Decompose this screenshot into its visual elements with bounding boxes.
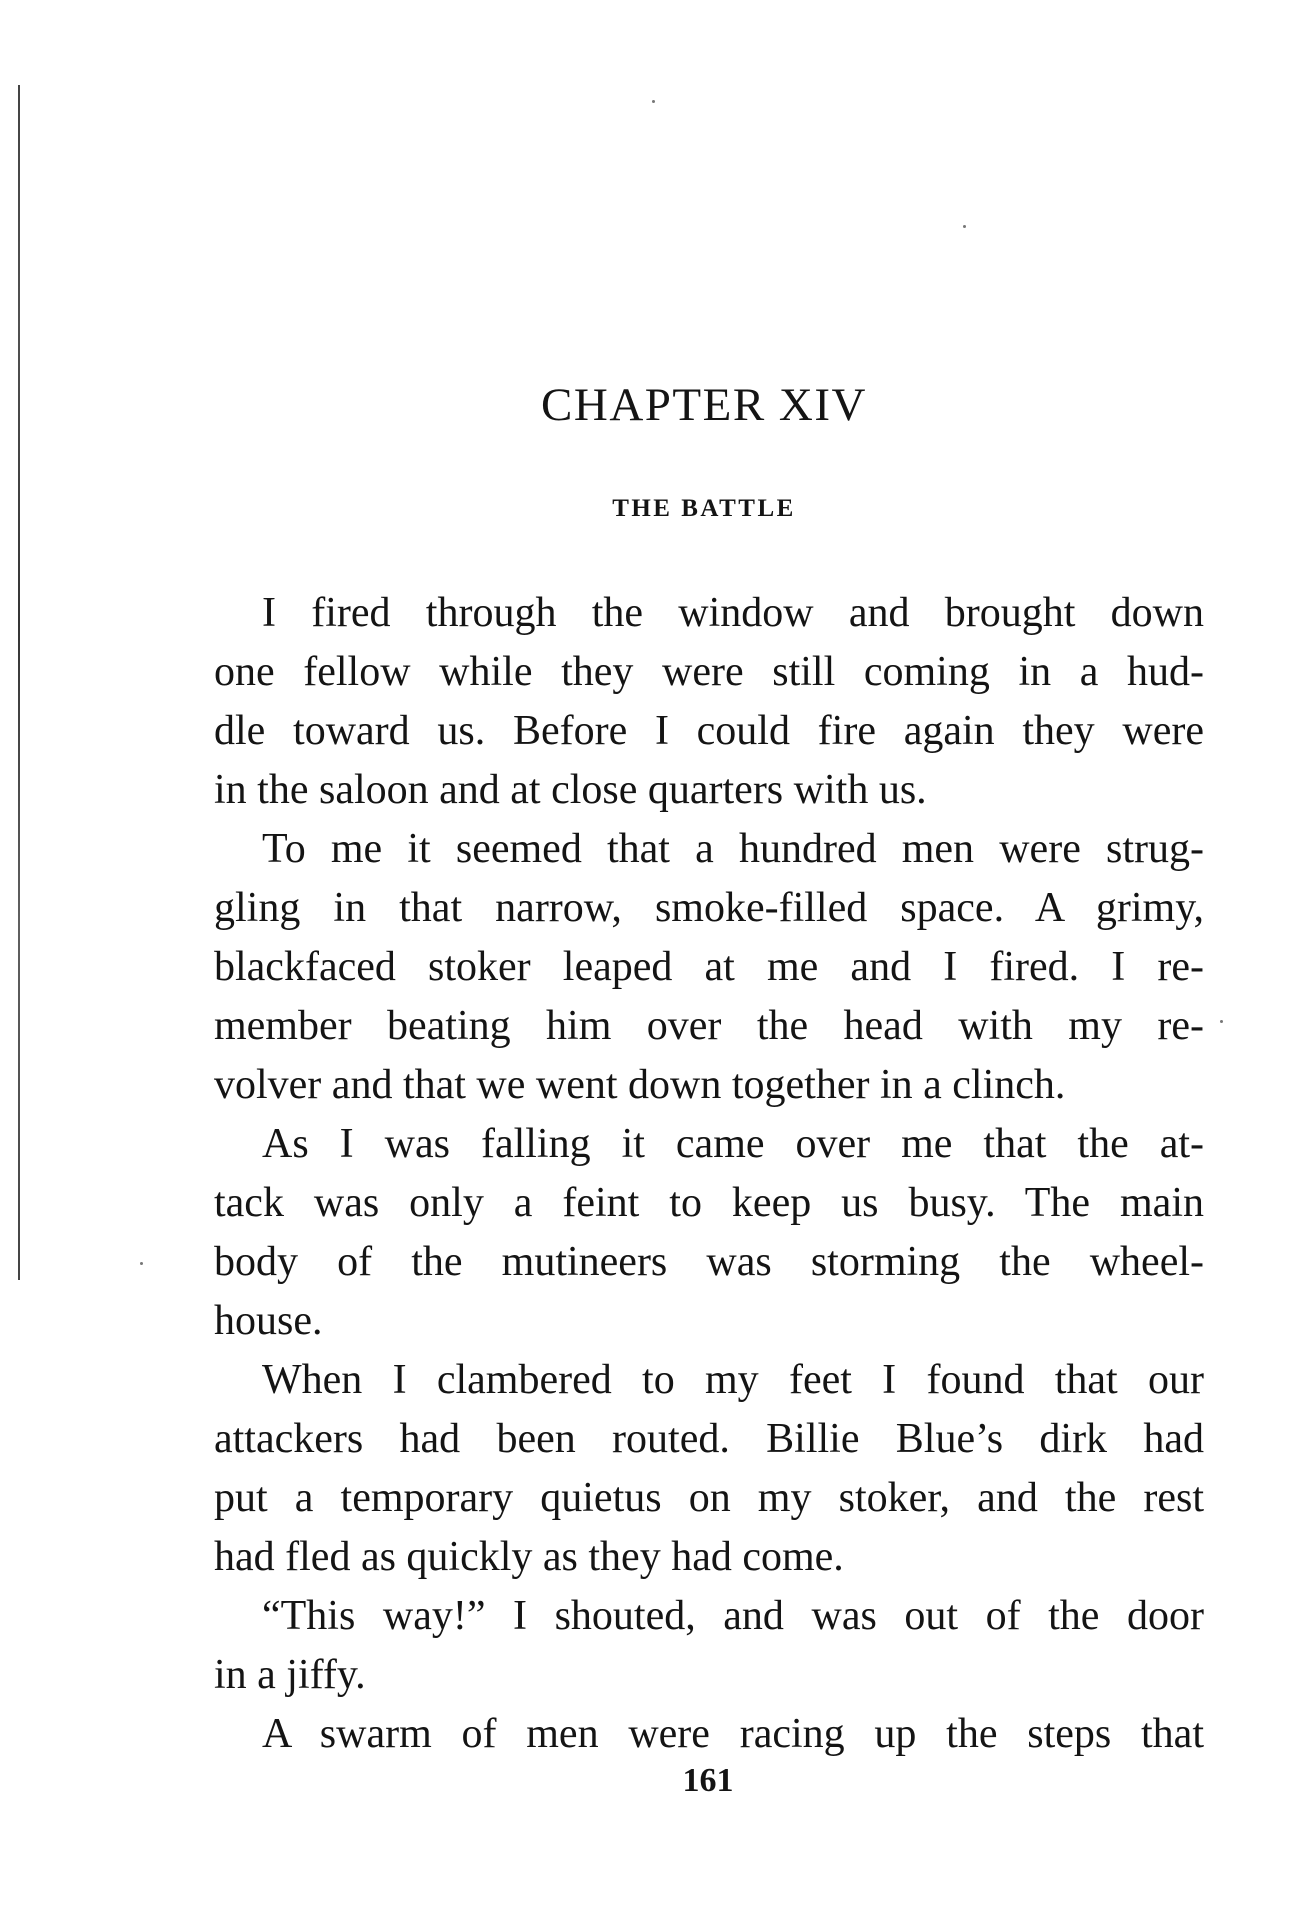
paper-speck xyxy=(1220,1020,1223,1023)
chapter-heading: CHAPTER XIV xyxy=(541,379,867,431)
text-line: one fellow while they were still coming in a hud- xyxy=(214,649,1204,695)
paper-speck xyxy=(652,100,655,103)
chapter-title: THE BATTLE xyxy=(612,495,796,522)
text-line: attackers had been routed. Billie Blue’s dirk had xyxy=(214,1416,1204,1462)
text-line: I fired through the window and brought down xyxy=(262,590,1204,636)
text-line: house. xyxy=(214,1298,323,1344)
text-line: As I was falling it came over me that the at- xyxy=(262,1121,1204,1167)
text-line: body of the mutineers was storming the wheel- xyxy=(214,1239,1204,1285)
text-line: dle toward us. Before I could fire again they were xyxy=(214,708,1204,754)
text-line: When I clambered to my feet I found that our xyxy=(262,1357,1204,1403)
body-text xyxy=(214,584,1204,1764)
text-line: put a temporary quietus on my stoker, and the rest xyxy=(214,1475,1204,1521)
text-line: member beating him over the head with my re- xyxy=(214,1003,1204,1049)
text-line: To me it seemed that a hundred men were strug- xyxy=(262,826,1204,872)
text-line: in a jiffy. xyxy=(214,1652,366,1698)
text-line: tack was only a feint to keep us busy. The main xyxy=(214,1180,1204,1226)
text-line: blackfaced stoker leaped at me and I fired. I re- xyxy=(214,944,1204,990)
page-number: 161 xyxy=(682,1762,734,1799)
text-line: had fled as quickly as they had come. xyxy=(214,1534,844,1580)
paper-speck xyxy=(140,1262,143,1265)
paper-speck xyxy=(963,225,966,228)
text-line: A swarm of men were racing up the steps that xyxy=(262,1711,1204,1757)
text-line: volver and that we went down together in a clinch. xyxy=(214,1062,1066,1108)
text-line: in the saloon and at close quarters with us. xyxy=(214,767,927,813)
page-binding-edge xyxy=(18,85,20,1280)
text-line: “This way!” I shouted, and was out of the door xyxy=(262,1593,1204,1639)
text-line: gling in that narrow, smoke-filled space. A grimy, xyxy=(214,885,1204,931)
